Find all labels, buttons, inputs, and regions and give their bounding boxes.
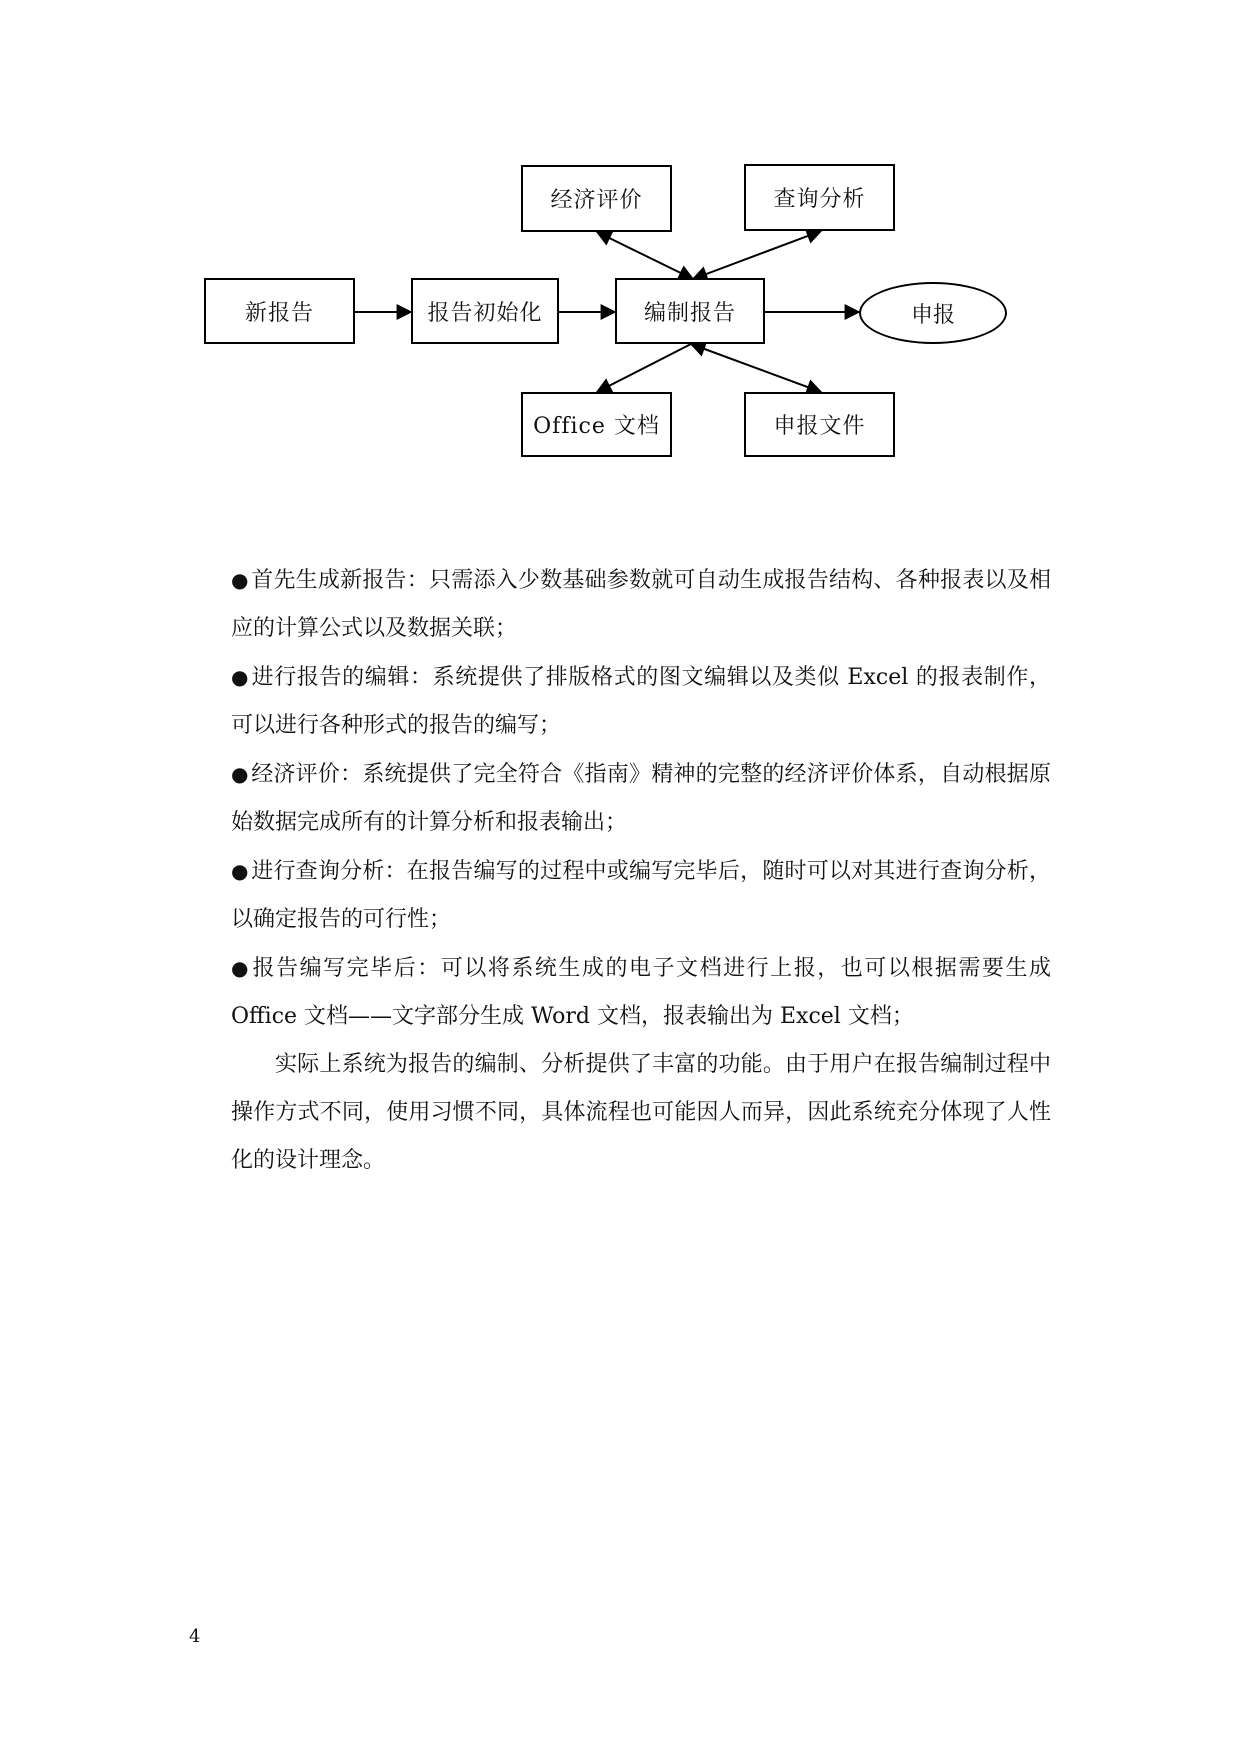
node-report-init (411, 278, 559, 344)
node-report-init-label: 报告初始化 (427, 300, 543, 326)
node-declare (859, 282, 1007, 344)
paragraph-text: 首先生成新报告：只需添入少数基础参数就可自动生成报告结构、各种报表以及相应的计算公式以及数据关联； (231, 568, 1051, 641)
bullet-icon: ● (231, 568, 249, 592)
node-declare-label: 申报 (910, 302, 955, 328)
paragraph-report-complete (231, 944, 1051, 1041)
paragraph-new-report (231, 556, 1051, 653)
node-declare-files-label: 申报文件 (773, 414, 866, 439)
arrow-edit-office (597, 344, 691, 392)
paragraph-economic-eval (231, 750, 1051, 847)
node-economic-eval-label: 经济评价 (550, 188, 643, 213)
arrow-edit-query (693, 231, 821, 279)
node-office-doc (521, 392, 672, 457)
node-new-report (204, 278, 355, 344)
node-query-analysis (744, 164, 895, 231)
bullet-icon: ● (231, 956, 249, 980)
node-declare-files (744, 392, 895, 457)
paragraph-text: 报告编写完毕后：可以将系统生成的电子文档进行上报，也可以根据需要生成 Office 文档——文字部分生成 Word 文档，报表输出为 Excel 文档； (231, 956, 1051, 1029)
node-economic-eval (521, 165, 672, 232)
paragraph-text: 经济评价：系统提供了完全符合《指南》精神的完整的经济评价体系，自动根据原始数据完成所有的计算分析和报表输出； (231, 762, 1051, 835)
arrow-edit-declare-files (691, 344, 821, 392)
body-text (231, 556, 1051, 1185)
paragraph-text: 进行查询分析：在报告编写的过程中或编写完毕后，随时可以对其进行查询分析，以确定报告的可行性； (231, 859, 1051, 932)
node-edit-report-label: 编制报告 (643, 300, 736, 326)
paragraph-query-analysis (231, 847, 1051, 944)
bullet-icon: ● (231, 665, 249, 689)
flow-diagram (0, 0, 1241, 500)
arrow-edit-economic (597, 232, 693, 279)
node-new-report-label: 新报告 (244, 300, 314, 326)
node-query-analysis-label: 查询分析 (773, 187, 866, 212)
paragraph-summary: 实际上系统为报告的编制、分析提供了丰富的功能。由于用户在报告编制过程中操作方式不同，使用习惯不同，具体流程也可能因人而异，因此系统充分体现了人性化的设计理念。 (231, 1052, 1051, 1173)
bullet-icon: ● (231, 859, 249, 883)
paragraph-edit-report (231, 653, 1051, 750)
node-office-doc-label: Office 文档 (533, 414, 660, 439)
page-number: 4 (189, 1626, 201, 1647)
paragraph-text: 进行报告的编辑：系统提供了排版格式的图文编辑以及类似 Excel 的报表制作，可以进行各种形式的报告的编写； (231, 665, 1051, 738)
bullet-icon: ● (231, 762, 249, 786)
node-edit-report (615, 278, 765, 344)
